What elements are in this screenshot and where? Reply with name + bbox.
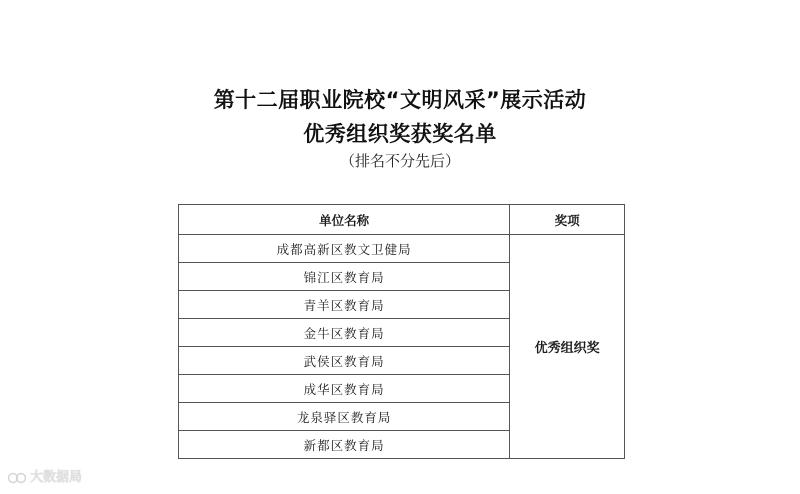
unit-name-cell: 成都高新区教文卫健局 [179, 235, 510, 263]
award-table [178, 204, 625, 459]
unit-name-cell: 武侯区教育局 [179, 347, 510, 375]
unit-name-cell: 青羊区教育局 [179, 291, 510, 319]
document-title-line1: 第十二届职业院校“文明风采”展示活动 [213, 88, 587, 112]
document-subtitle: （排名不分先后） [339, 152, 460, 170]
unit-name-cell: 锦江区教育局 [179, 263, 510, 291]
document-title-line2: 优秀组织奖获奖名单 [303, 122, 497, 146]
watermark-text: 大数据局 [30, 470, 83, 485]
award-cell: 优秀组织奖 [510, 235, 625, 459]
column-header-unit: 单位名称 [179, 205, 510, 235]
unit-name-cell: 新都区教育局 [179, 431, 510, 459]
watermark-logo-icon [8, 471, 26, 485]
table-row [179, 235, 625, 263]
watermark [8, 466, 82, 485]
unit-name-cell: 成华区教育局 [179, 375, 510, 403]
table-header-row [179, 205, 625, 235]
column-header-award: 奖项 [510, 205, 625, 235]
unit-name-cell: 金牛区教育局 [179, 319, 510, 347]
unit-name-cell: 龙泉驿区教育局 [179, 403, 510, 431]
